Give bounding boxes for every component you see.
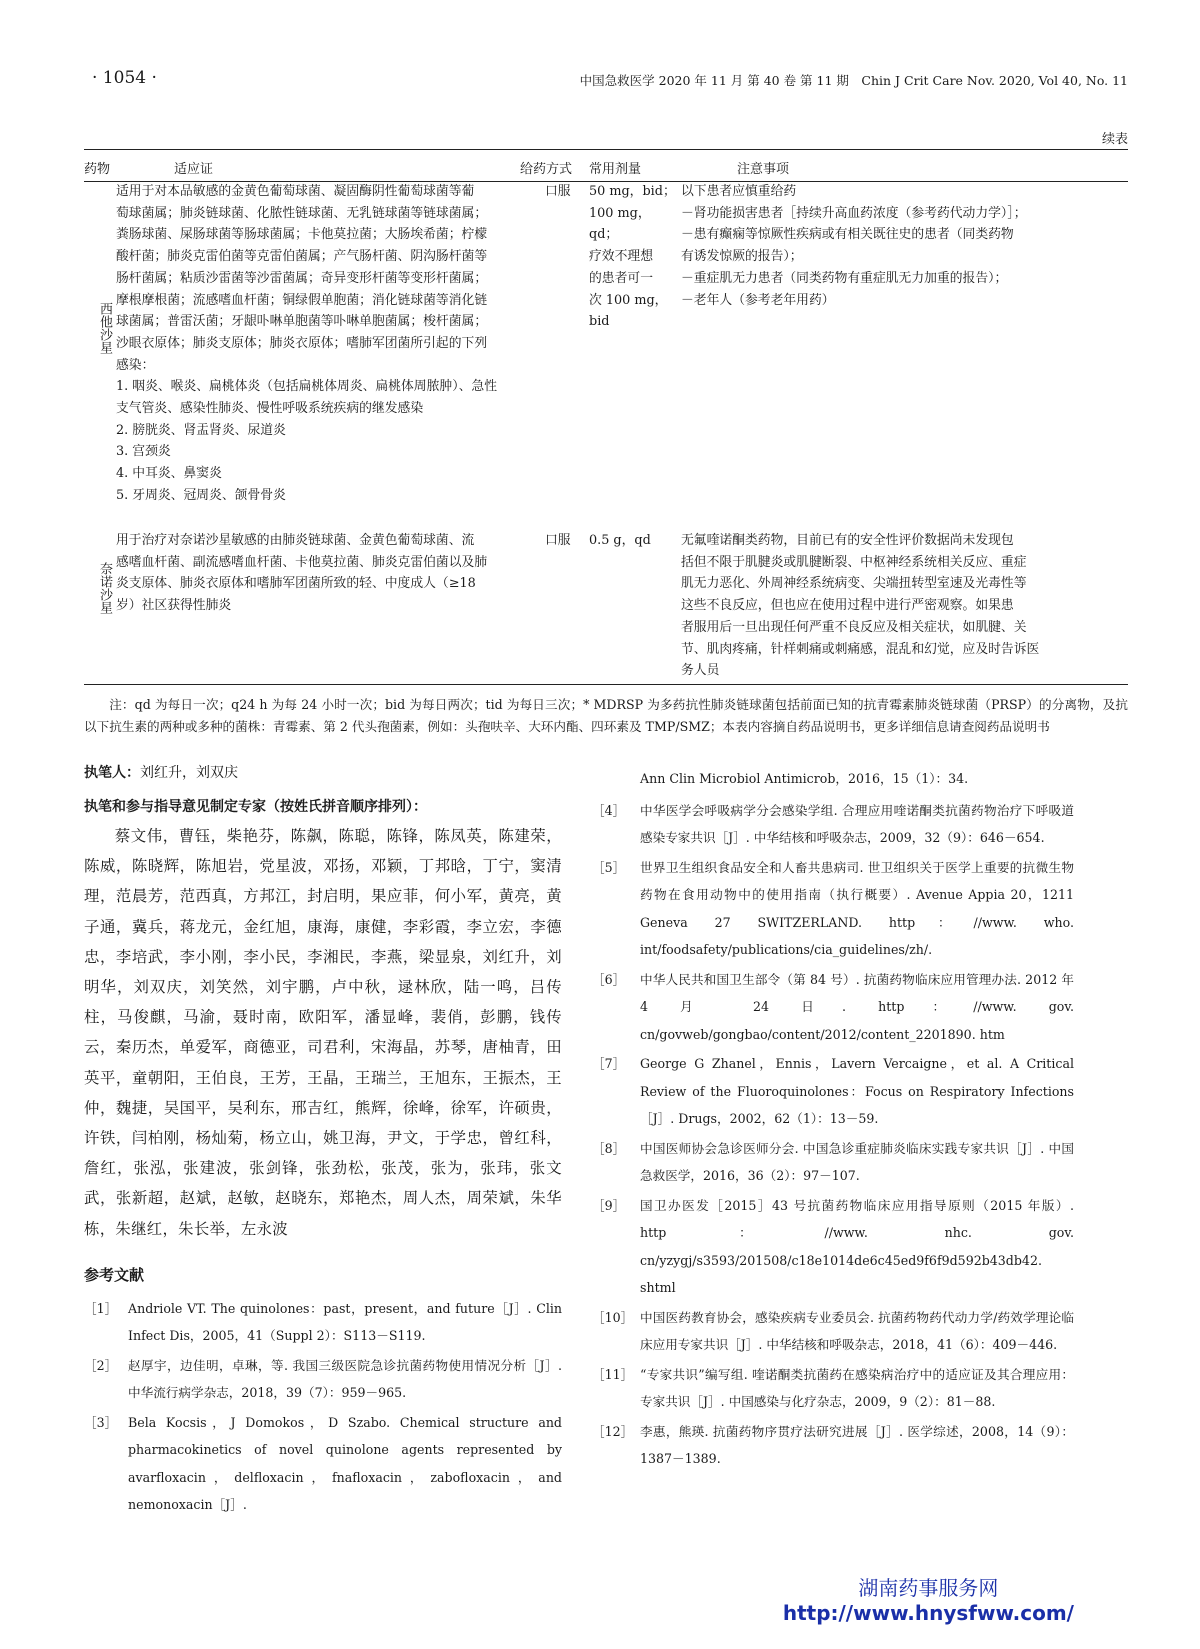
indication-line: 1. 咽炎、喉炎、扁桃体炎（包括扁桃体周炎、扁桃体周脓肿）、急性 [116, 379, 497, 395]
references-title: 参考文献 [84, 1265, 145, 1284]
indication-cell [116, 530, 536, 617]
reference-number: ［3］ [84, 1414, 118, 1430]
indication-line: 萄球菌属；肺炎链球菌、化脓性链球菌、无乳链球菌等链球菌属； [116, 205, 488, 221]
reference-item [84, 1352, 562, 1407]
left-column [84, 762, 562, 1521]
dose-line: bid [589, 314, 610, 330]
notes-line: 肌无力恶化、外周神经系统病变、尖端扭转型室速及光毒性等 [681, 576, 1027, 592]
col-header-notes: 注意事项 [737, 162, 790, 177]
route-cell: 口服 [545, 533, 571, 548]
watermark [783, 1576, 1074, 1626]
reference-text: “专家共识”编写组. 喹诺酮类抗菌药在感染病治疗中的适应证及其合理应用：专家共识［J］. 中国感染与化疗杂志，2009，9（2）：81－88. [640, 1366, 1074, 1409]
indication-cell [116, 181, 536, 507]
drug-name: 奈诺沙星 [97, 562, 112, 614]
reference-item [84, 1409, 562, 1519]
reference-number: ［10］ [592, 1309, 634, 1325]
dose-cell [589, 530, 679, 552]
reference-text: 国卫办医发［2015］43 号抗菌药物临床应用指导原则（2015 年版）. http：//www. nhc. gov. cn/yzygj/s3593/201508/c18e1014de6c45ed9f6f9d592b43db42. shtml [640, 1197, 1074, 1295]
notes-line: －肾功能损害患者［持续升高血药浓度（参考药代动力学）］； [681, 205, 1027, 221]
journal-citation: 中国急救医学 2020 年 11 月 第 40 卷 第 11 期 Chin J Crit Care Nov. 2020, Vol 40, No. 11 [579, 73, 1128, 88]
author-label: 执笔人： [84, 765, 140, 781]
dose-line: 50 mg，bid； [589, 184, 676, 199]
reference-number: ［9］ [592, 1197, 626, 1213]
notes-cell [681, 181, 1121, 311]
reference-number: ［5］ [592, 859, 626, 875]
indication-line: 用于治疗对奈诺沙星敏感的由肺炎链球菌、金黄色葡萄球菌、流 [116, 533, 475, 548]
indication-line: 4. 中耳炎、鼻窦炎 [116, 466, 222, 482]
dose-cell [589, 181, 679, 333]
dose-line: 0.5 g，qd [589, 533, 651, 548]
notes-line: 节、肌肉疼痛，针样刺痛或刺痛感，混乱和幻觉，应及时告诉医 [681, 641, 1040, 657]
references-right [592, 797, 1074, 1473]
page-number: · 1054 · [92, 68, 157, 88]
reference-number: ［1］ [84, 1300, 118, 1316]
indication-line: 肠杆菌属；粘质沙雷菌等沙雷菌属；奇异变形杆菌等变形杆菌属； [116, 270, 488, 286]
notes-line: 务人员 [681, 663, 720, 679]
indication-line: 酸杆菌；肺炎克雷伯菌等克雷伯菌属；产气肠杆菌、阴沟肠杆菌等 [116, 249, 488, 265]
reference-item [84, 1295, 562, 1350]
indication-line: 球菌属；普雷沃菌；牙龈卟啉单胞菌等卟啉单胞菌属；梭杆菌属； [116, 314, 488, 330]
indication-line: 2. 膀胱炎、肾盂肾炎、尿道炎 [116, 422, 286, 438]
reference-number: ［4］ [592, 802, 626, 818]
reference-item [592, 1050, 1074, 1133]
reference-number: ［6］ [592, 971, 626, 987]
reference-number: ［12］ [592, 1423, 634, 1439]
indication-line: 适用于对本品敏感的金黄色葡萄球菌、凝固酶阴性葡萄球菌等葡 [116, 184, 475, 199]
author-names: 刘红升，刘双庆 [140, 765, 238, 781]
notes-line: 有诱发惊厥的报告）； [681, 249, 803, 265]
drug-table [84, 149, 1128, 685]
indication-line: 5. 牙周炎、冠周炎、颌骨骨炎 [116, 487, 286, 503]
reference-text: 赵厚宇，边佳明，卓琳，等. 我国三级医院急诊抗菌药物使用情况分析［J］. 中华流行病学杂志，2018，39（7）：959－965. [128, 1357, 562, 1401]
reference-text: Andriole VT. The quinolones：past，present，and future［J］. Clin Infect Dis，2005，41（Suppl 2）：S113－S119. [128, 1300, 562, 1344]
reference-item [592, 1192, 1074, 1302]
notes-cell [681, 530, 1121, 682]
col-header-route: 给药方式 [520, 162, 573, 177]
indication-line: 感染： [116, 357, 155, 373]
reference-text: George G Zhanel，Ennis，Lavern Vercaigne，et al. A Critical Review of the Fluoroquinolones：Focus on Respiratory Infections［J］. Drugs，2002，62（1）：13－59. [640, 1056, 1074, 1126]
right-column [592, 765, 1074, 1475]
table-continued-label: 续表 [1101, 132, 1128, 147]
table-row [84, 182, 1128, 518]
watermark-name: 湖南药事服务网 [858, 1576, 999, 1600]
table-row [84, 518, 1128, 684]
indication-line: 粪肠球菌、屎肠球菌等肠球菌属；卡他莫拉菌；大肠埃希菌；柠檬 [116, 227, 488, 243]
running-head [92, 68, 1128, 92]
reference-item [592, 1304, 1074, 1359]
indication-line: 沙眼衣原体；肺炎支原体；肺炎衣原体；嗜肺军团菌所引起的下列 [116, 335, 488, 351]
reference-item [592, 797, 1074, 852]
reference-number: ［7］ [592, 1056, 626, 1071]
notes-line: 无氟喹诺酮类药物，目前已有的安全性评价数据尚未发现包 [681, 533, 1014, 548]
col-header-dose: 常用剂量 [589, 162, 642, 177]
indication-line: 岁）社区获得性肺炎 [116, 598, 232, 614]
col-header-indication: 适应证 [174, 162, 214, 177]
references-left [84, 1295, 562, 1519]
dose-line: 100 mg，qd； [589, 205, 651, 243]
reference-text: Bela Kocsis，J Domokos，D Szabo. Chemical structure and pharmacokinetics of novel quinolone agents represented by avarfloxacin，delfloxacin，fnafloxacin，zabofloxacin，and nemonoxacin［J］. [128, 1414, 562, 1513]
reference-item [592, 1361, 1074, 1416]
reference-text: 中国医药教育协会，感染疾病专业委员会. 抗菌药物药代动力学/药效学理论临床应用专家共识［J］. 中华结核和呼吸杂志，2018，41（6）：409－446. [640, 1309, 1074, 1352]
reference-item [592, 1135, 1074, 1190]
table-footnote: 注：qd 为每日一次；q24 h 为每 24 小时一次；bid 为每日两次；tid 为每日三次；* MDRSP 为多药抗性肺炎链球菌包括前面已知的抗青霉素肺炎链球菌（PRSP）的分离物，及抗以下抗生素的两种或多种的菌株：青霉素、第 2 代头孢菌素，例如：头孢呋辛、大环内酯、四环素及 TMP/SMZ；本表内容摘自药品说明书，更多详细信息请查阅药品说明书 [84, 697, 1128, 734]
notes-line: 括但不限于肌腱炎或肌腱断裂、中枢神经系统相关反应、重症 [681, 554, 1027, 570]
experts-list: 蔡文伟，曹钰，柴艳芬，陈飙，陈聪，陈锋，陈凤英，陈建荣，陈威，陈晓辉，陈旭岩，党星波，邓扬，邓颖，丁邦晗，丁宁，窦清理，范晨芳，范西真，方邦江，封启明，果应菲，何小军，黄亮，黄子通，冀兵，蒋龙元，金红旭，康海，康健，李彩霞，李立宏，李德忠，李培武，李小刚，李小民，李湘民，李燕，梁显泉，刘红升，刘明华，刘双庆，刘笑然，刘宇鹏，卢中秋，逯林欣，陆一鸣，吕传柱，马俊麒，马渝，聂时南，欧阳军，潘显峰，裴俏，彭鹏，钱传云，秦历杰，单爱军，商德亚，司君利，宋海晶，苏琴，唐柚青，田英平，童朝阳，王伯良，王芳，王晶，王瑞兰，王旭东，王振杰，王仲，魏捷，吴国平，吴利东，邢吉红，熊辉，徐峰，徐军，许硕贵，许铁，闫柏刚，杨灿菊，杨立山，姚卫海，尹文，于学忠，曾红科，詹红，张泓，张建波，张剑锋，张劲松，张茂，张为，张玮，张文武，张新超，赵斌，赵敏，赵晓东，郑艳杰，周人杰，周荣斌，朱华栋，朱继红，朱长举，左永波 [84, 827, 562, 1238]
indication-line: 炎支原体、肺炎衣原体和嗜肺军团菌所致的轻、中度成人（≥18 [116, 576, 476, 592]
drug-name: 西他沙星 [97, 302, 112, 354]
indication-line: 感嗜血杆菌、副流感嗜血杆菌、卡他莫拉菌、肺炎克雷伯菌以及肺 [116, 554, 488, 570]
reference-item [592, 854, 1074, 964]
reference-text: 中华人民共和国卫生部令（第 84 号）. 抗菌药物临床应用管理办法. 2012 年 4 月 24 日. http：//www. gov. cn/govweb/gongbao/content/2012/content_2201890. htm [640, 971, 1074, 1042]
reference-text: 李惠，熊瑛. 抗菌药物序贯疗法研究进展［J］. 医学综述，2008，14（9）：1387－1389. [640, 1423, 1074, 1466]
indication-line: 3. 宫颈炎 [116, 444, 171, 460]
notes-line: 以下患者应慎重给药 [681, 184, 797, 199]
notes-line: －老年人（参考老年用药） [681, 292, 835, 308]
reference-number: ［2］ [84, 1357, 118, 1373]
notes-line: 者服用后一旦出现任何严重不良反应及相关症状，如肌腱、关 [681, 619, 1027, 635]
route-cell: 口服 [545, 184, 571, 199]
experts-title: 执笔和参与指导意见制定专家（按姓氏拼音顺序排列）： [84, 799, 427, 815]
notes-line: －患有癫痫等惊厥性疾病或有相关既往史的患者（同类药物 [681, 227, 1014, 243]
reference-continuation: Ann Clin Microbiol Antimicrob，2016，15（1）：34. [640, 771, 969, 786]
indication-line: 摩根摩根菌；流感嗜血杆菌；铜绿假单胞菌；消化链球菌等消化链 [116, 292, 488, 308]
watermark-url[interactable]: http://www.hnysfww.com/ [782, 1601, 1074, 1625]
dose-line: 次 100 mg， [589, 292, 668, 308]
reference-item [592, 1418, 1074, 1473]
notes-line: －重症肌无力患者（同类药物有重症肌无力加重的报告）； [681, 270, 1008, 286]
col-header-drug: 药物 [84, 162, 111, 177]
author-line [84, 762, 562, 784]
reference-number: ［8］ [592, 1140, 626, 1156]
table-header [84, 150, 1128, 182]
notes-line: 这些不良反应，但也应在使用过程中进行严密观察。如果患 [681, 598, 1014, 614]
reference-item [592, 966, 1074, 1049]
dose-line: 的患者可一 [589, 270, 653, 286]
reference-text: 世界卫生组织食品安全和人畜共患病司. 世卫组织关于医学上重要的抗微生物药物在食用动物中的使用指南（执行概要）. Avenue Appia 20，1211 Geneva 27 SWITZERLAND. http：//www. who. int/foodsafety/publications/cia_guidelines/zh/. [640, 859, 1074, 957]
dose-line: 疗效不理想 [589, 249, 653, 265]
reference-text: 中华医学会呼吸病学分会感染学组. 合理应用喹诺酮类抗菌药物治疗下呼吸道感染专家共识［J］. 中华结核和呼吸杂志，2009，32（9）：646－654. [640, 802, 1074, 845]
reference-number: ［11］ [592, 1366, 634, 1382]
reference-text: 中国医师协会急诊医师分会. 中国急诊重症肺炎临床实践专家共识［J］. 中国急救医学，2016，36（2）：97－107. [640, 1140, 1074, 1183]
indication-line: 支气管炎、感染性肺炎、慢性呼吸系统疾病的继发感染 [116, 401, 424, 417]
